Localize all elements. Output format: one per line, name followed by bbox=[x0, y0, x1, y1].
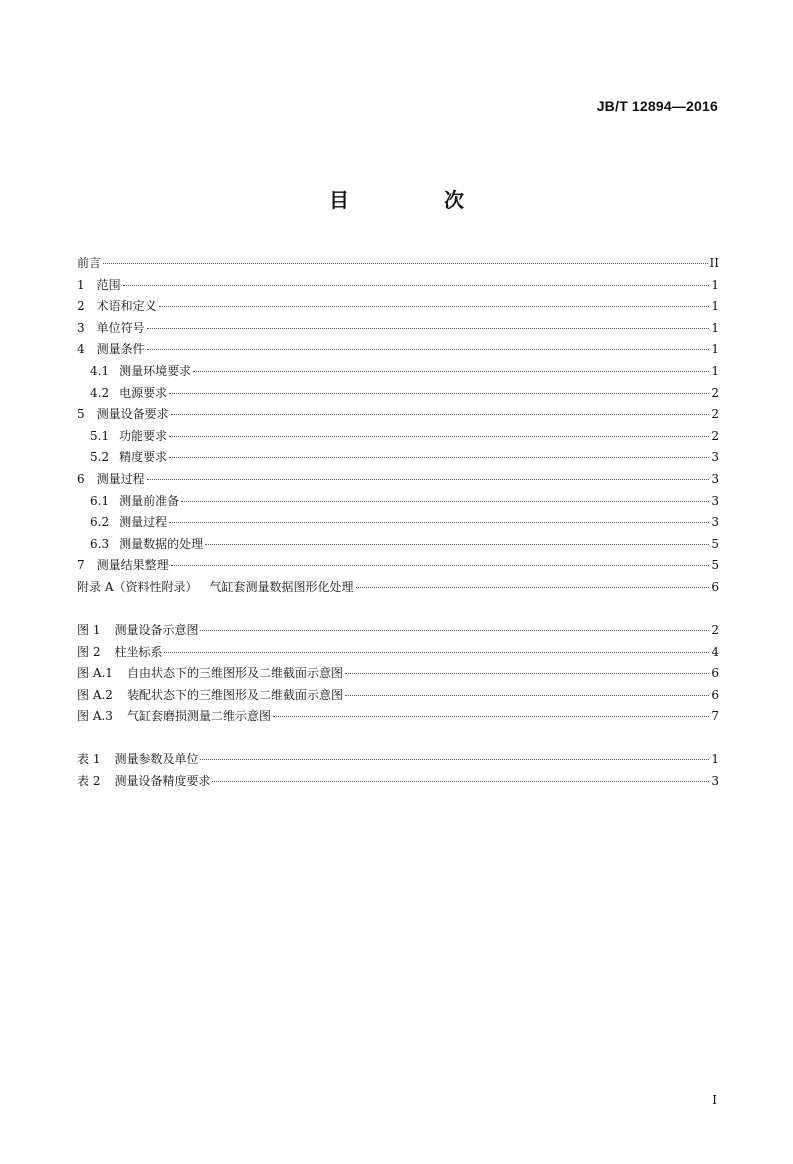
dot-leader bbox=[159, 305, 709, 307]
figure-entry-number: 图 A.2 bbox=[77, 687, 113, 702]
toc-entry-number: 7 bbox=[77, 558, 85, 573]
toc-entry-number: 3 bbox=[77, 320, 85, 335]
toc-entry-page-number: 3 bbox=[711, 472, 719, 486]
dot-leader bbox=[200, 758, 709, 760]
toc-entry-line[interactable] bbox=[90, 427, 719, 447]
toc-entry-title: 测量设备要求 bbox=[96, 407, 169, 422]
toc-entry-page-number: II bbox=[709, 256, 719, 270]
toc-entry-line[interactable] bbox=[77, 340, 719, 360]
toc-entry-title: 气缸套测量数据图形化处理 bbox=[209, 580, 354, 594]
toc-entry-title: 功能要求 bbox=[119, 428, 168, 443]
figure-entry-number: 图 A.1 bbox=[77, 666, 113, 681]
dot-leader bbox=[147, 327, 709, 329]
dot-leader bbox=[123, 284, 709, 286]
toc-entry-title: 测量条件 bbox=[96, 342, 145, 357]
figure-entry-number: 图 2 bbox=[77, 644, 101, 659]
toc-entry-line[interactable] bbox=[90, 492, 719, 512]
figure-entry-line[interactable] bbox=[77, 686, 719, 706]
dot-leader bbox=[169, 392, 709, 394]
toc-entry-page-number: 1 bbox=[711, 320, 719, 335]
toc-entry-line[interactable] bbox=[77, 254, 719, 274]
toc-entry-page-number: 2 bbox=[711, 428, 719, 443]
table-entry-page-number: 3 bbox=[711, 773, 719, 788]
toc-entry-line[interactable] bbox=[77, 319, 719, 339]
toc-entry-title: 范围 bbox=[96, 277, 121, 292]
figure-entry-title: 装配状态下的三维图形及二维截面示意图 bbox=[126, 687, 343, 702]
toc-title: 目 次 bbox=[329, 188, 508, 212]
toc-entry-number: 4 bbox=[77, 342, 85, 357]
figure-entry-line[interactable] bbox=[77, 621, 719, 641]
toc-entry-line[interactable] bbox=[90, 384, 719, 404]
toc-entry-line[interactable] bbox=[77, 556, 719, 576]
figure-entry-page-number: 4 bbox=[711, 644, 719, 659]
dot-leader bbox=[181, 500, 709, 502]
dot-leader bbox=[193, 370, 709, 372]
toc-entry-page-number: 2 bbox=[711, 385, 719, 400]
table-entry-number: 表 2 bbox=[77, 773, 101, 788]
toc-entry-number: 4.2 bbox=[90, 385, 110, 400]
dot-leader bbox=[169, 521, 709, 523]
toc-entry-page-number: 5 bbox=[711, 536, 719, 551]
toc-entry-title: 测量结果整理 bbox=[96, 558, 169, 573]
page-folio: I bbox=[712, 1093, 717, 1107]
dot-leader bbox=[164, 651, 709, 653]
figure-entry-line[interactable] bbox=[77, 643, 719, 663]
figure-entry-line[interactable] bbox=[77, 707, 719, 727]
dot-leader bbox=[273, 715, 709, 717]
figure-entry-line[interactable] bbox=[77, 664, 719, 684]
toc-entry-title: 测量过程 bbox=[119, 515, 168, 530]
figure-entry-title: 测量设备示意图 bbox=[114, 623, 199, 637]
toc-entry-line[interactable] bbox=[90, 448, 719, 468]
table-entry-number: 表 1 bbox=[77, 752, 101, 766]
toc-entry-title: 测量环境要求 bbox=[119, 364, 192, 378]
dot-leader bbox=[212, 780, 709, 782]
toc-entry-number: 6.1 bbox=[90, 493, 110, 508]
toc-entry-line[interactable] bbox=[77, 276, 719, 296]
table-entry-page-number: 1 bbox=[711, 752, 719, 766]
toc-entry-line[interactable] bbox=[77, 578, 719, 598]
dot-leader bbox=[171, 564, 709, 566]
toc-entry-number: 6.2 bbox=[90, 515, 110, 530]
figure-entry-page-number: 6 bbox=[711, 666, 719, 681]
toc-entry-page-number: 1 bbox=[711, 299, 719, 314]
toc-entry-title: 术语和定义 bbox=[96, 299, 157, 314]
toc-entry-page-number: 5 bbox=[711, 558, 719, 573]
toc-entry-number: 6.3 bbox=[90, 536, 110, 551]
toc-entry-number: 6 bbox=[77, 472, 85, 486]
toc-entry-line[interactable] bbox=[90, 535, 719, 555]
toc-entry-page-number: 3 bbox=[711, 493, 719, 508]
figure-entry-page-number: 2 bbox=[711, 623, 719, 637]
toc-entry-page-number: 3 bbox=[711, 515, 719, 530]
figure-entry-title: 柱坐标系 bbox=[114, 644, 163, 659]
toc-entry-line[interactable] bbox=[90, 362, 719, 382]
toc-entry-number: 2 bbox=[77, 299, 85, 314]
toc-entry-title: 电源要求 bbox=[119, 385, 168, 400]
toc-entry-line[interactable] bbox=[77, 297, 719, 317]
toc-entry-title: 前言 bbox=[77, 256, 102, 270]
dot-leader bbox=[200, 629, 709, 631]
toc-entry-title: 测量过程 bbox=[96, 472, 145, 486]
toc-entry-line[interactable] bbox=[90, 513, 719, 533]
figure-entry-page-number: 7 bbox=[711, 709, 719, 724]
dot-leader bbox=[205, 543, 709, 545]
figure-entry-page-number: 6 bbox=[711, 687, 719, 702]
dot-leader bbox=[345, 672, 709, 674]
toc-entry-page-number: 3 bbox=[711, 450, 719, 465]
toc-entry-number: 附录 A（资料性附录） bbox=[77, 580, 198, 594]
figure-entry-title: 气缸套磨损测量二维示意图 bbox=[126, 709, 271, 724]
dot-leader bbox=[356, 586, 710, 588]
dot-leader bbox=[169, 435, 709, 437]
toc-entry-title: 精度要求 bbox=[119, 450, 168, 465]
dot-leader bbox=[103, 262, 708, 264]
figure-entry-title: 自由状态下的三维图形及二维截面示意图 bbox=[126, 666, 343, 681]
toc-entry-page-number: 1 bbox=[711, 364, 719, 378]
dot-leader bbox=[345, 694, 709, 696]
toc-entry-title: 测量数据的处理 bbox=[119, 536, 204, 551]
toc-entry-line[interactable] bbox=[77, 470, 719, 490]
dot-leader bbox=[171, 413, 709, 415]
toc-entry-page-number: 1 bbox=[711, 277, 719, 292]
toc-entry-number: 4.1 bbox=[90, 364, 110, 378]
table-entry-line[interactable] bbox=[77, 750, 719, 770]
toc-entry-number: 5.2 bbox=[90, 450, 110, 465]
toc-entry-line[interactable] bbox=[77, 405, 719, 425]
toc-entry-title: 测量前准备 bbox=[119, 493, 180, 508]
table-entry-title: 测量参数及单位 bbox=[114, 752, 199, 766]
toc-entry-page-number: 2 bbox=[711, 407, 719, 422]
table-entry-title: 测量设备精度要求 bbox=[114, 773, 211, 788]
figure-entry-number: 图 1 bbox=[77, 623, 101, 637]
toc-entry-number: 1 bbox=[77, 277, 85, 292]
toc-entry-number: 5.1 bbox=[90, 428, 110, 443]
table-entry-line[interactable] bbox=[77, 772, 719, 792]
toc-entry-number: 5 bbox=[77, 407, 85, 422]
toc-entry-title: 单位符号 bbox=[96, 320, 145, 335]
dot-leader bbox=[169, 456, 709, 458]
toc-entry-page-number: 6 bbox=[711, 580, 719, 594]
standard-code: JB/T 12894—2016 bbox=[596, 98, 718, 114]
dot-leader bbox=[147, 478, 709, 480]
figure-entry-number: 图 A.3 bbox=[77, 709, 113, 724]
toc-entry-page-number: 1 bbox=[711, 342, 719, 357]
dot-leader bbox=[147, 348, 709, 350]
